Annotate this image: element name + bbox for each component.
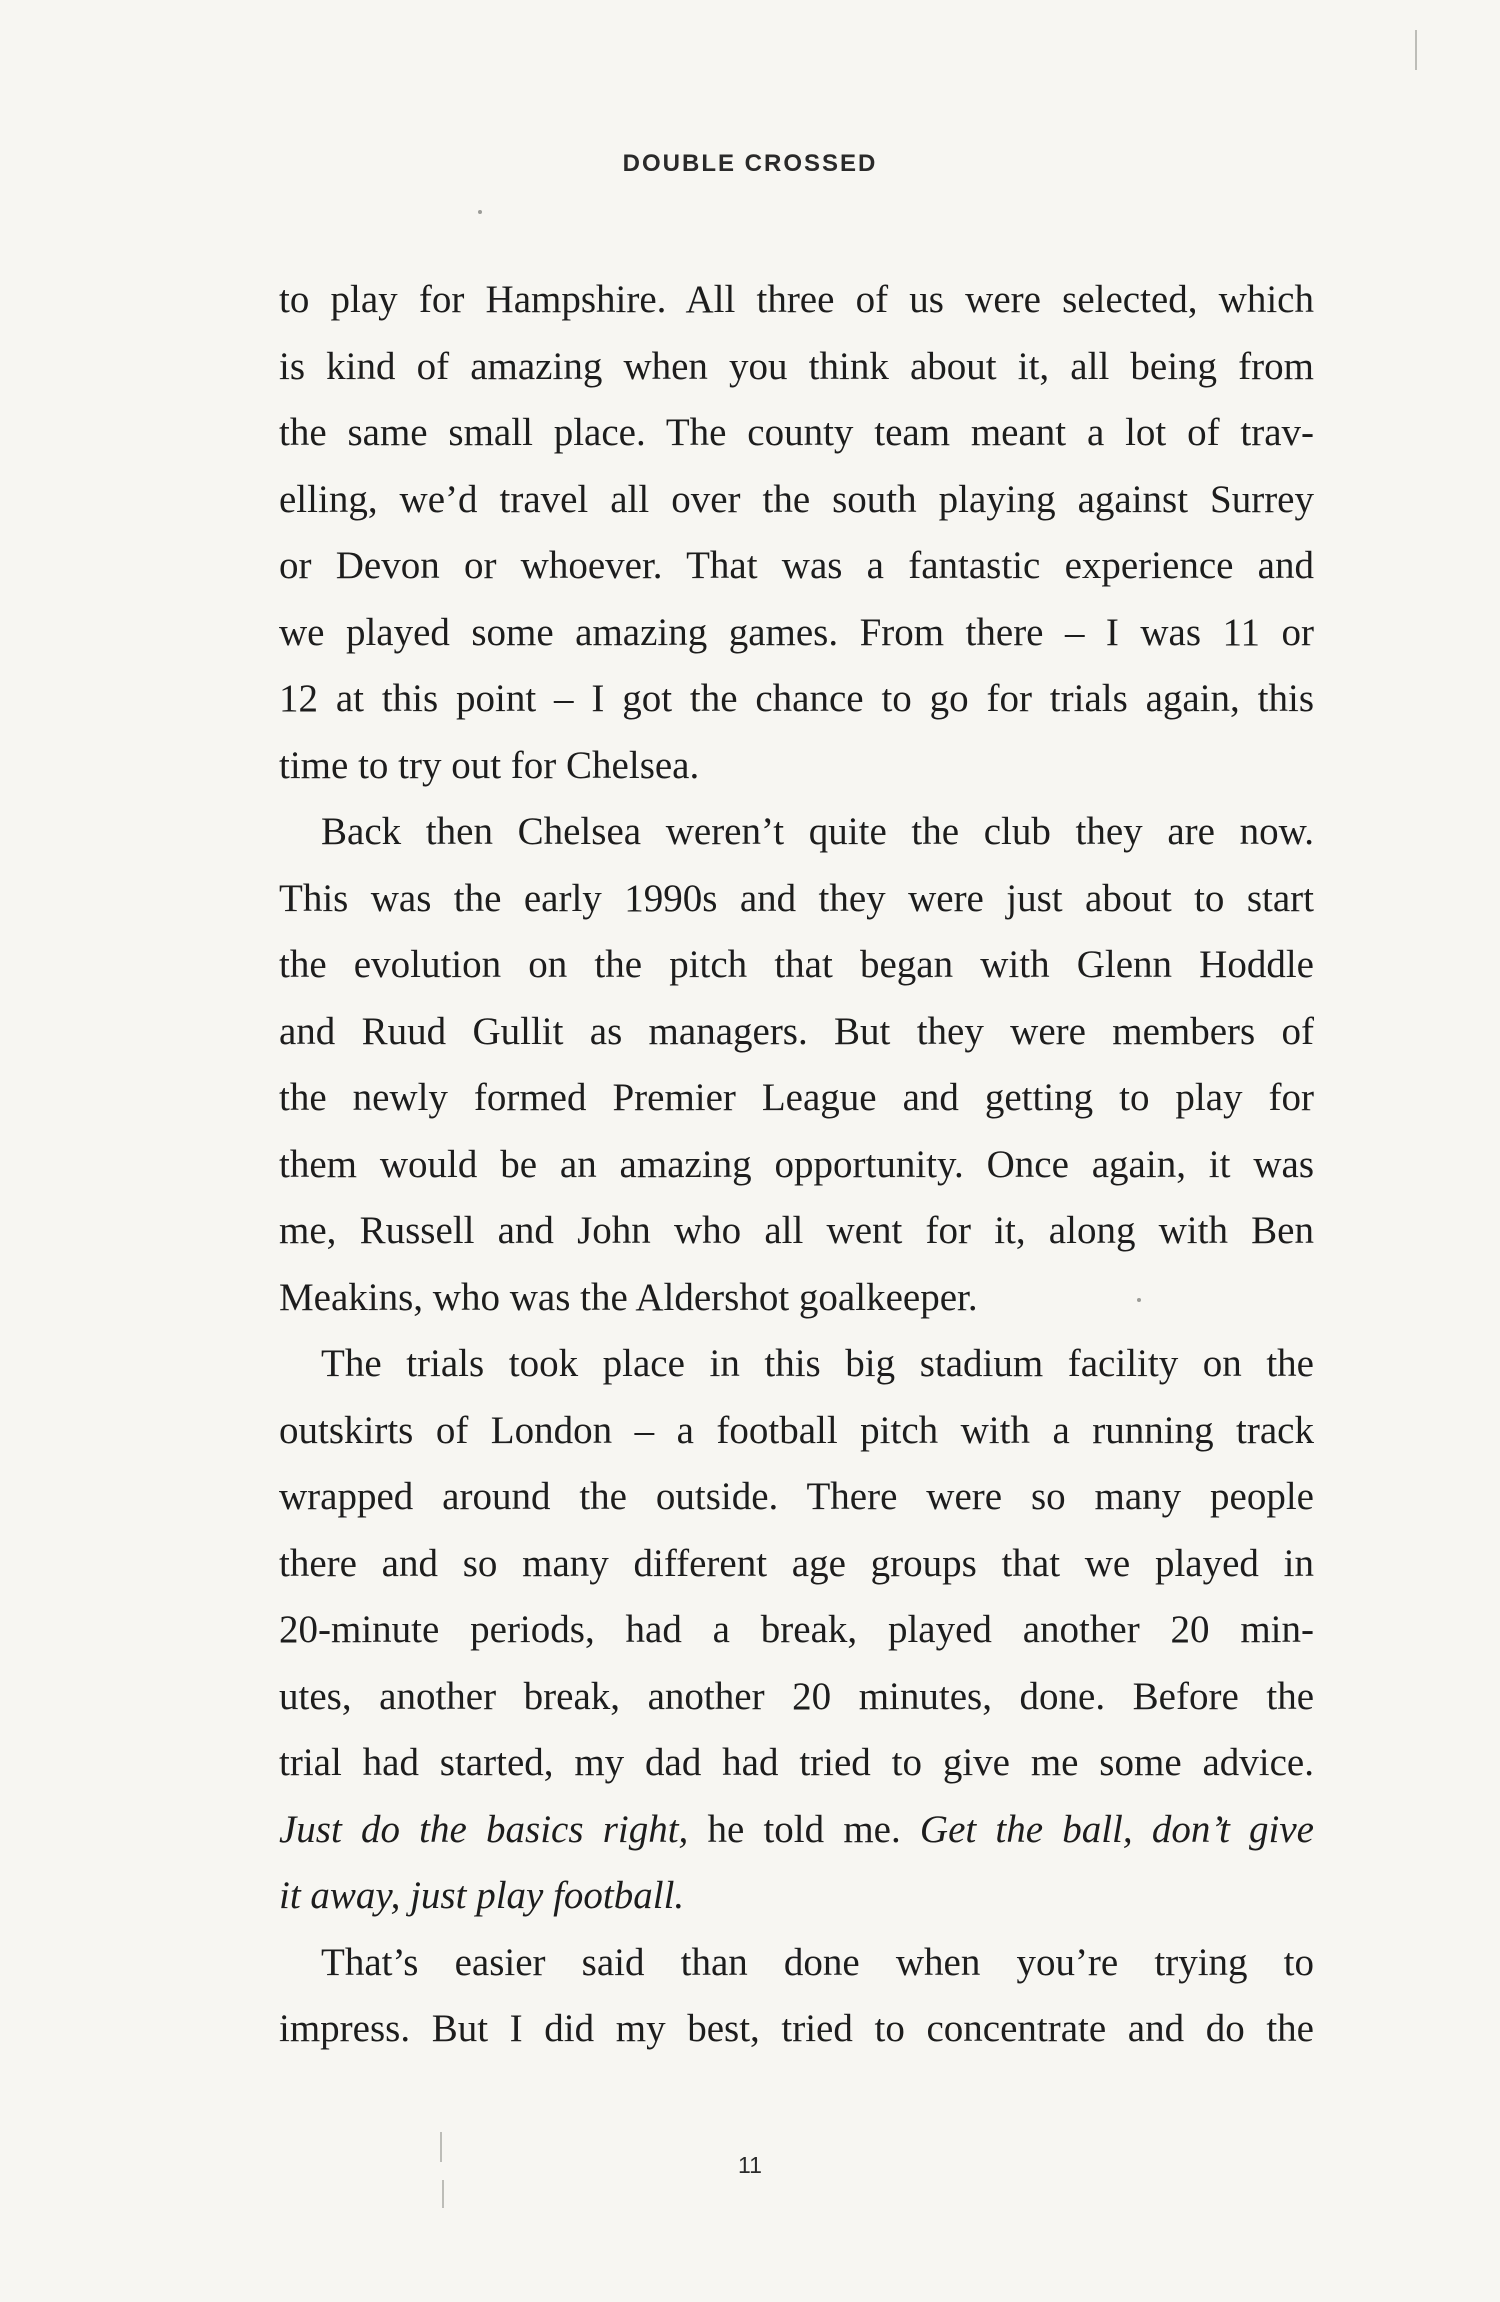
scan-artifact — [440, 2132, 442, 2162]
italic-text: Just do the basics right, — [279, 1807, 689, 1851]
text-line: to play for Hampshire. All three of us were selected, which — [279, 278, 1314, 321]
text-line: That’s easier said than done when you’re trying to — [321, 1940, 1314, 1984]
text-line: time to try out for Chelsea. — [279, 743, 700, 787]
text-line: them would be an amazing opportunity. Once again, it was — [279, 1142, 1314, 1186]
running-head: DOUBLE CROSSED — [622, 150, 878, 177]
text-line: outskirts of London – a football pitch with a running track — [279, 1408, 1314, 1452]
text-line: Meakins, who was the Aldershot goalkeeper. — [279, 1275, 978, 1319]
text-line: utes, another break, another 20 minutes, done. Before the — [279, 1674, 1314, 1718]
text-line: the same small place. The county team meant a lot of trav- — [279, 411, 1314, 454]
text-line: trial had started, my dad had tried to give me some advice. — [279, 1741, 1314, 1784]
text-line: Back then Chelsea weren’t quite the club they are now. — [321, 810, 1314, 853]
text-line: The trials took place in this big stadium facility on the — [321, 1342, 1314, 1385]
text-line: 20-minute periods, had a break, played another 20 min- — [279, 1608, 1314, 1651]
text-line: elling, we’d travel all over the south playing against Surrey — [279, 477, 1314, 521]
text-line: and Ruud Gullit as managers. But they were members of — [279, 1009, 1314, 1053]
text-line: the newly formed Premier League and getting to play for — [279, 1076, 1314, 1119]
scan-artifact — [1137, 1298, 1141, 1302]
text-line: 12 at this point – I got the chance to go for trials again, this — [279, 677, 1314, 720]
text-line: is kind of amazing when you think about it, all being from — [279, 344, 1314, 388]
plain-text: he told me. — [688, 1807, 920, 1851]
italic-text: it away, just play football. — [279, 1874, 685, 1917]
text-line: there and so many different age groups that we played in — [279, 1541, 1314, 1585]
italic-text: Get the ball, don’t give — [919, 1807, 1314, 1851]
text-line: This was the early 1990s and they were just about to start — [279, 876, 1314, 920]
scan-artifact — [1415, 30, 1417, 70]
text-line — [279, 1797, 1314, 1864]
text-line — [279, 1863, 1314, 1930]
text-line: we played some amazing games. From there – I was 11 or — [279, 610, 1314, 654]
scan-artifact — [442, 2180, 444, 2208]
page-number: 11 — [738, 2152, 762, 2178]
text-line: me, Russell and John who all went for it, along with Ben — [279, 1209, 1314, 1252]
text-line: wrapped around the outside. There were so many people — [279, 1475, 1314, 1518]
scan-artifact — [478, 210, 482, 214]
text-line: the evolution on the pitch that began with Glenn Hoddle — [279, 943, 1314, 986]
body-text — [279, 267, 1314, 2063]
text-line: impress. But I did my best, tried to concentrate and do the — [279, 2007, 1314, 2050]
text-line: or Devon or whoever. That was a fantastic experience and — [279, 544, 1314, 587]
